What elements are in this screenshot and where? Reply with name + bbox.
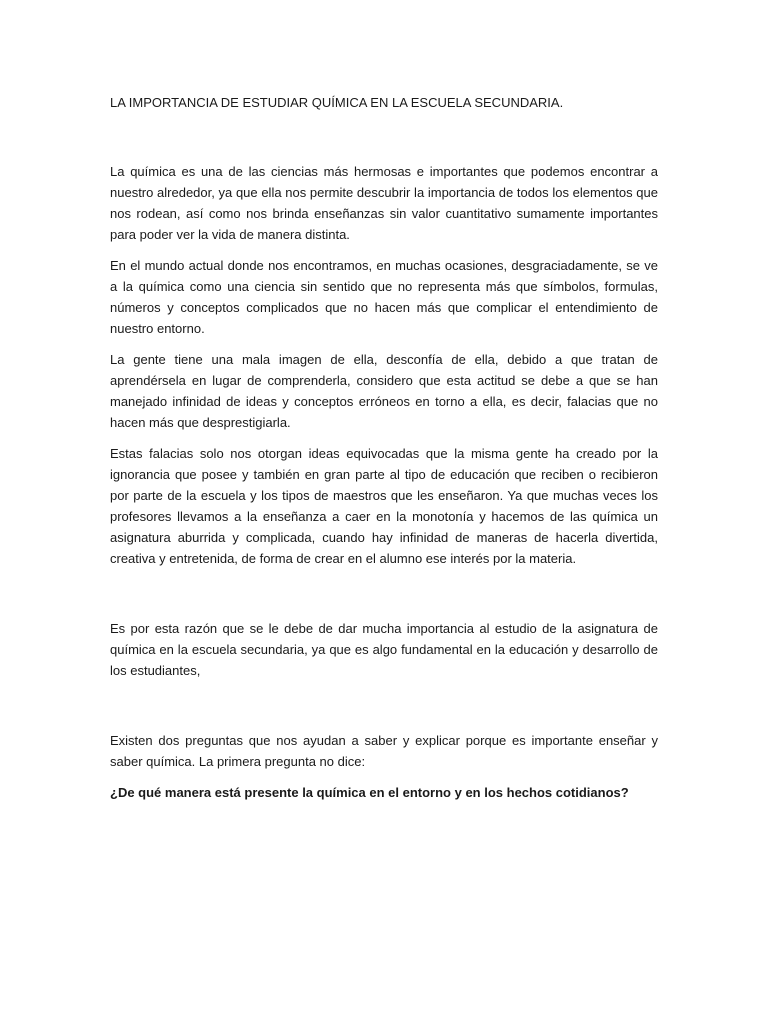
paragraph-4: Estas falacias solo nos otorgan ideas equivocadas que la misma gente ha creado por la ignorancia que posee y también en gran parte al tipo de educación que reciben o recibieron por parte de la escuela y los tipos de maestros que les enseñaron. Ya que muchas veces los profesores llevamos a la enseñanza a caer en la monotonía y hacemos de las química un asignatura aburrida y complicada, cuando hay infinidad de maneras de hacerla divertida, creativa y entretenida, de forma de crear en el alumno ese interés por la materia. (110, 446, 658, 566)
paragraph-3: La gente tiene una mala imagen de ella, desconfía de ella, debido a que tratan de aprendérsela en lugar de comprenderla, considero que esta actitud se debe a que se han manejado infinidad de ideas y conceptos erróneos en torno a ella, es decir, falacias que no hacen más que desprestigiarla. (110, 352, 658, 430)
document-title: LA IMPORTANCIA DE ESTUDIAR QUÍMICA EN LA ESCUELA SECUNDARIA. (110, 95, 564, 110)
paragraph-5: Es por esta razón que se le debe de dar mucha importancia al estudio de la asignatura de química en la escuela secundaria, ya que es algo fundamental en la educación y desarrollo de los estudiantes, (110, 621, 658, 678)
paragraph-6: Existen dos preguntas que nos ayudan a saber y explicar porque es importante enseñar y saber química. La primera pregunta no dice: (110, 733, 658, 769)
paragraph-2: En el mundo actual donde nos encontramos, en muchas ocasiones, desgraciadamente, se ve a la química como una ciencia sin sentido que no representa más que símbolos, formulas, números y conceptos complicados que no hacen más que complicar el entendimiento de nuestro entorno. (110, 258, 658, 336)
question-heading: ¿De qué manera está presente la química en el entorno y en los hechos cotidianos? (110, 785, 629, 800)
document-page (110, 92, 658, 803)
paragraph-1: La química es una de las ciencias más hermosas e importantes que podemos encontrar a nuestro alrededor, ya que ella nos permite descubrir la importancia de todos los elementos que nos rodean, así como nos brinda enseñanzas sin valor cuantitativo sumamente importantes para poder ver la vida de manera distinta. (110, 164, 658, 242)
